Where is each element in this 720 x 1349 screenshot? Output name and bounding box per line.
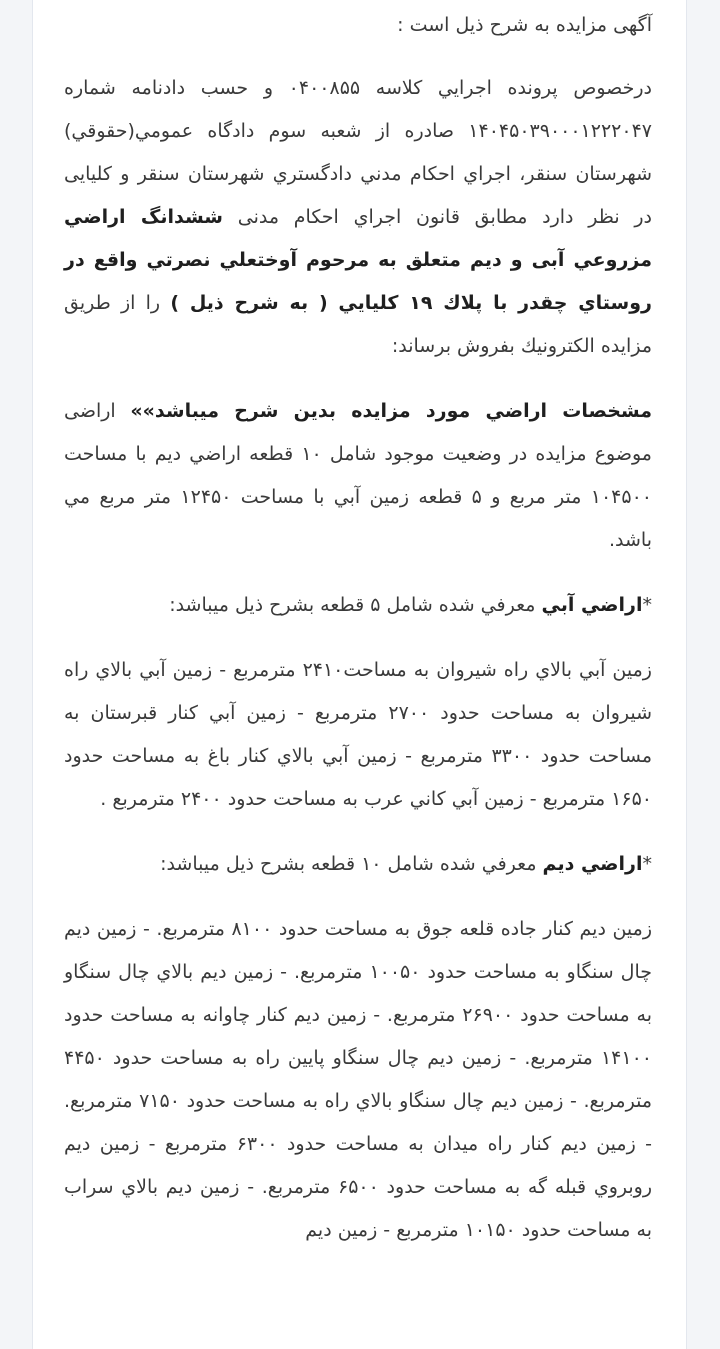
intro-line: آگهی مزايده به شرح ذيل است : xyxy=(397,14,652,36)
specs-paragraph xyxy=(64,390,652,562)
irrigated-heading-paragraph xyxy=(64,584,652,627)
irrigated-list: زمين آبي بالاي راه شيروان به مساحت۲۴۱۰ مترمربع - زمين آبي بالاي راه شيروان به مساحت حدود ۲۷۰۰ مترمربع - زمين آبي كنار قبرستان به مساحت حدود ۳۳۰۰ مترمربع - زمين آبي بالاي كنار باغ به مساحت حدود ۱۶۵۰ مترمربع - زمين آبي كاني عرب به مساحت حدود ۲۴۰۰ مترمربع . xyxy=(64,659,653,810)
star-marker: * xyxy=(642,853,652,875)
dryland-intro: معرفي شده شامل ۱۰ قطعه بشرح ذيل ميباشد: xyxy=(160,853,543,875)
case-paragraph xyxy=(64,67,652,368)
irrigated-intro: معرفي شده شامل ۵ قطعه بشرح ذيل ميباشد: xyxy=(169,594,542,616)
dryland-heading: اراضي ديم xyxy=(542,853,643,875)
dryland-list: زمين ديم كنار جاده قلعه جوق به مساحت حدود ۸۱۰۰ مترمربع. - زمين ديم چال سنگاو به مساحت حدود ۱۰۰۵۰ مترمربع. - زمين ديم بالاي چال سنگاو به مساحت حدود ۲۶۹۰۰ مترمربع. - زمين ديم كنار چاوانه به مساحت حدود ۱۴۱۰۰ مترمربع. - زمين ديم چال سنگاو پايين راه به مساحت حدود ۴۴۵۰ مترمربع. - زمين ديم چال سنگاو بالاي راه به مساحت حدود ۷۱۵۰ مترمربع. - زمين ديم كنار راه ميدان به مساحت حدود ۶۳۰۰ مترمربع - زمين ديم روبروي قبله گه به مساحت حدود ۶۵۰۰ مترمربع. - زمين ديم بالاي سراب به مساحت حدود ۱۰۱۵۰ مترمربع - زمين ديم xyxy=(64,918,653,1241)
case-text-end: را از طريق مزايده الكترونيك بفروش برساند: xyxy=(64,292,652,357)
case-text: درخصوص پرونده اجرايي كلاسه ۰۴۰۰۸۵۵ و حسب دادنامه شماره ۱۴۰۴۵۰۳۹۰۰۰۱۲۲۲۰۴۷ صادره از شعبه سوم دادگاه عمومي(حقوقي) شهرستان سنقر، اجراي احكام مدني دادگستري شهرستان سنقر و كليايی در نظر دارد مطابق قانون اجراي احكام مدنی xyxy=(64,77,652,228)
irrigated-heading: اراضي آبي xyxy=(541,594,643,616)
dryland-heading-paragraph xyxy=(64,843,652,886)
specs-heading: مشخصات اراضي مورد مزايده بدين شرح ميباشد»» xyxy=(130,400,653,422)
article-body xyxy=(64,4,652,1274)
star-marker: * xyxy=(642,594,652,616)
property-title: ششدانگ اراضي مزروعي آبی و ديم متعلق به مرحوم آوختعلي نصرتي واقع در روستاي چقدر با پلاك ۱۹ كليايي ( به شرح ذيل ) xyxy=(64,206,652,314)
article-page xyxy=(32,0,687,1349)
specs-text: اراضی موضوع مزايده در وضعيت موجود شامل ۱۰ قطعه اراضي ديم با مساحت ۱۰۴۵۰۰ متر مربع و ۵ قطعه زمين آبي با مساحت ۱۲۴۵۰ متر مربع مي باشد. xyxy=(64,400,652,551)
